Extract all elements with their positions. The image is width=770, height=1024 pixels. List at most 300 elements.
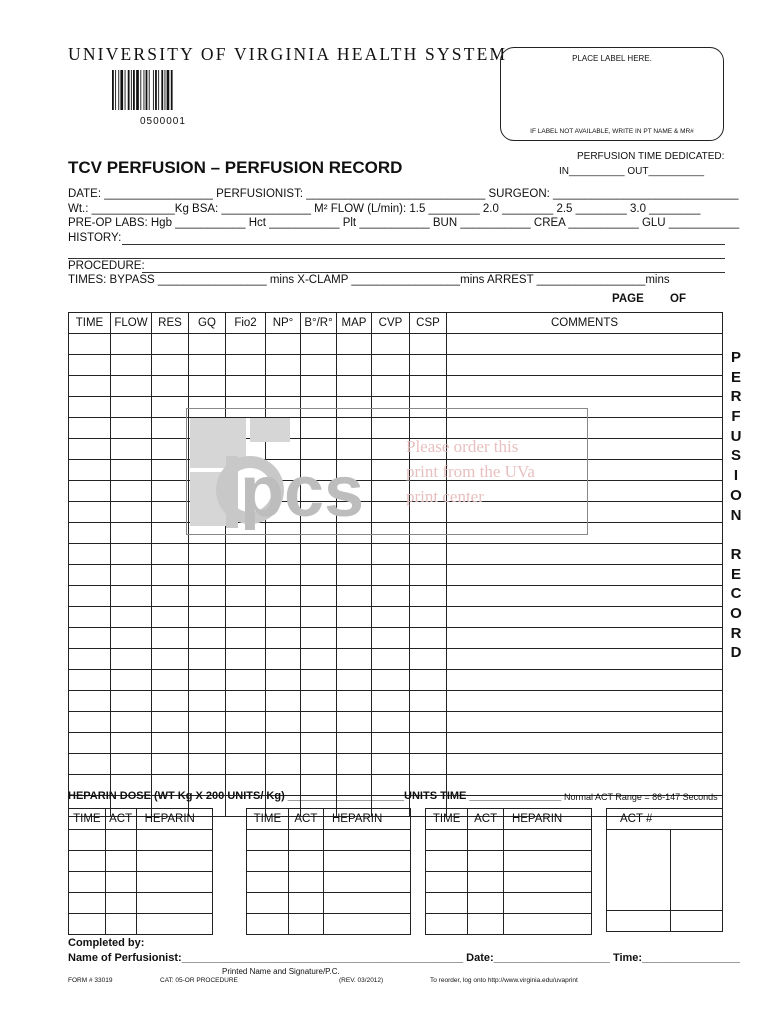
data-cell[interactable]	[372, 670, 410, 691]
vertical-letter: R	[730, 624, 742, 642]
data-cell[interactable]	[226, 670, 266, 691]
data-cell[interactable]	[152, 754, 189, 775]
vertical-letter: E	[730, 565, 741, 583]
heparin-row	[69, 872, 213, 893]
data-cell[interactable]	[410, 355, 447, 376]
heparin-row	[426, 830, 592, 851]
heparin-cell[interactable]	[323, 893, 410, 914]
page-label: PAGE	[612, 293, 644, 305]
data-cell[interactable]	[189, 712, 226, 733]
data-cell[interactable]	[337, 754, 372, 775]
data-cell[interactable]	[69, 628, 111, 649]
data-cell[interactable]	[69, 586, 111, 607]
data-cell[interactable]	[372, 355, 410, 376]
heparin-cell[interactable]	[288, 851, 323, 872]
data-cell[interactable]	[152, 649, 189, 670]
times-line[interactable]: TIMES: BYPASS _________________ mins X-CLAMP _________________mins ARREST _________________mins	[68, 274, 670, 286]
data-cell[interactable]	[111, 628, 152, 649]
heparin-cell[interactable]	[136, 914, 212, 935]
data-cell[interactable]	[266, 754, 301, 775]
data-cell[interactable]	[447, 544, 723, 565]
data-cell[interactable]	[152, 712, 189, 733]
heparin-cell[interactable]	[288, 893, 323, 914]
data-cell[interactable]	[372, 586, 410, 607]
data-cell[interactable]	[447, 355, 723, 376]
heparin-cell[interactable]	[105, 830, 136, 851]
heparin-cell[interactable]	[468, 830, 504, 851]
data-cell[interactable]	[152, 733, 189, 754]
perfusionist-name-date-time-line[interactable]: Name of Perfusionist:______________________________________________ Date:___________________ Time:________________	[68, 952, 740, 964]
heparin-row	[69, 914, 213, 935]
data-cell[interactable]	[152, 397, 189, 418]
heparin-cell[interactable]	[426, 914, 468, 935]
heparin-cell[interactable]	[468, 914, 504, 935]
data-cell[interactable]	[337, 544, 372, 565]
data-cell[interactable]	[337, 670, 372, 691]
data-cell[interactable]	[226, 586, 266, 607]
data-cell[interactable]	[226, 544, 266, 565]
table-row	[69, 607, 723, 628]
data-cell[interactable]	[69, 670, 111, 691]
column-header: B°/R°	[301, 313, 337, 334]
data-cell[interactable]	[69, 733, 111, 754]
data-cell[interactable]	[447, 691, 723, 712]
data-cell[interactable]	[410, 565, 447, 586]
data-cell[interactable]	[447, 334, 723, 355]
vertical-letter: D	[730, 644, 742, 662]
data-cell[interactable]	[111, 439, 152, 460]
data-cell[interactable]	[447, 754, 723, 775]
vertical-letter: S	[730, 447, 741, 465]
data-cell[interactable]	[301, 754, 337, 775]
data-cell[interactable]	[447, 376, 723, 397]
data-cell[interactable]	[111, 649, 152, 670]
data-cell[interactable]	[337, 355, 372, 376]
procedure-line[interactable]	[142, 272, 725, 273]
data-cell[interactable]	[301, 586, 337, 607]
data-cell[interactable]	[189, 607, 226, 628]
heparin-cell[interactable]	[247, 893, 289, 914]
heparin-cell[interactable]	[69, 830, 106, 851]
heparin-cell[interactable]	[105, 851, 136, 872]
heparin-cell[interactable]	[503, 872, 591, 893]
heparin-cell[interactable]	[503, 893, 591, 914]
data-cell[interactable]	[189, 691, 226, 712]
reorder-note: To reorder, log onto http://www.virginia.edu/uvaprint	[430, 977, 578, 984]
data-cell[interactable]	[69, 523, 111, 544]
data-cell[interactable]	[266, 376, 301, 397]
data-cell[interactable]	[301, 649, 337, 670]
data-cell[interactable]	[69, 397, 111, 418]
data-cell[interactable]	[226, 355, 266, 376]
table-row	[69, 670, 723, 691]
heparin-row	[69, 830, 213, 851]
data-cell[interactable]	[111, 544, 152, 565]
data-cell[interactable]	[152, 418, 189, 439]
heparin-cell[interactable]	[503, 851, 591, 872]
heparin-row	[247, 830, 411, 851]
data-cell[interactable]	[69, 502, 111, 523]
data-cell[interactable]	[410, 712, 447, 733]
data-cell[interactable]	[111, 607, 152, 628]
data-cell[interactable]	[337, 628, 372, 649]
vertical-letter	[728, 525, 744, 545]
data-cell[interactable]	[111, 418, 152, 439]
data-cell[interactable]	[337, 334, 372, 355]
data-cell[interactable]	[266, 712, 301, 733]
history-line[interactable]	[122, 244, 725, 245]
heparin-row	[69, 851, 213, 872]
history-line-2[interactable]	[68, 258, 725, 259]
label-box-fallback: IF LABEL NOT AVAILABLE, WRITE IN PT NAME & MR#	[530, 128, 694, 135]
data-cell[interactable]	[337, 712, 372, 733]
data-cell[interactable]	[69, 565, 111, 586]
column-header: MAP	[337, 313, 372, 334]
heparin-column-header: ACT	[468, 809, 504, 830]
data-cell[interactable]	[301, 607, 337, 628]
data-cell[interactable]	[189, 355, 226, 376]
data-cell[interactable]	[189, 586, 226, 607]
data-cell[interactable]	[372, 565, 410, 586]
data-cell[interactable]	[111, 754, 152, 775]
heparin-cell[interactable]	[426, 851, 468, 872]
data-cell[interactable]	[410, 670, 447, 691]
data-cell[interactable]	[69, 607, 111, 628]
heparin-cell[interactable]	[468, 872, 504, 893]
data-cell[interactable]	[266, 544, 301, 565]
heparin-cell[interactable]	[247, 914, 289, 935]
data-cell[interactable]	[189, 649, 226, 670]
data-cell[interactable]	[266, 733, 301, 754]
data-cell[interactable]	[69, 481, 111, 502]
heparin-cell[interactable]	[323, 830, 410, 851]
heparin-row	[69, 893, 213, 914]
data-cell[interactable]	[410, 691, 447, 712]
data-cell[interactable]	[111, 733, 152, 754]
data-cell[interactable]	[226, 607, 266, 628]
data-cell[interactable]	[226, 712, 266, 733]
data-cell[interactable]	[226, 691, 266, 712]
heparin-cell[interactable]	[426, 893, 468, 914]
heparin-row	[426, 851, 592, 872]
data-cell[interactable]	[337, 376, 372, 397]
data-cell[interactable]	[301, 376, 337, 397]
data-cell[interactable]	[337, 733, 372, 754]
heparin-cell[interactable]	[105, 893, 136, 914]
act-cell[interactable]	[671, 911, 723, 932]
data-cell[interactable]	[189, 733, 226, 754]
data-cell[interactable]	[447, 565, 723, 586]
act-cell[interactable]	[607, 911, 671, 932]
data-cell[interactable]	[410, 376, 447, 397]
date-perfusionist-surgeon-line[interactable]: DATE: _________________ PERFUSIONIST: ____________________________ SURGEON: _____________________________	[68, 188, 739, 200]
vertical-letter: F	[731, 408, 741, 426]
data-cell[interactable]	[372, 628, 410, 649]
vertical-letter: R	[730, 545, 742, 563]
column-header: FLOW	[111, 313, 152, 334]
data-cell[interactable]	[152, 670, 189, 691]
barcode	[112, 70, 208, 110]
data-cell[interactable]	[301, 628, 337, 649]
data-cell[interactable]	[266, 670, 301, 691]
heparin-cell[interactable]	[426, 830, 468, 851]
data-cell[interactable]	[226, 733, 266, 754]
heparin-column-header: ACT	[105, 809, 136, 830]
form-category: CAT: 05-OR PROCEDURE	[160, 977, 238, 984]
data-cell[interactable]	[226, 376, 266, 397]
table-row	[69, 691, 723, 712]
vertical-letter: I	[733, 467, 739, 485]
data-cell[interactable]	[69, 460, 111, 481]
heparin-column-header: HEPARIN	[323, 809, 410, 830]
data-cell[interactable]	[111, 691, 152, 712]
table-row	[69, 544, 723, 565]
data-cell[interactable]	[69, 544, 111, 565]
heparin-cell[interactable]	[323, 851, 410, 872]
data-cell[interactable]	[301, 334, 337, 355]
watermark-logo-text: pcs	[240, 452, 365, 530]
data-cell[interactable]	[69, 439, 111, 460]
data-cell[interactable]	[337, 691, 372, 712]
data-cell[interactable]	[111, 481, 152, 502]
heparin-column-header: ACT	[288, 809, 323, 830]
data-cell[interactable]	[410, 733, 447, 754]
data-cell[interactable]	[372, 544, 410, 565]
heparin-row	[426, 914, 592, 935]
data-cell[interactable]	[69, 355, 111, 376]
heparin-cell[interactable]	[69, 914, 106, 935]
data-cell[interactable]	[189, 376, 226, 397]
data-cell[interactable]	[111, 376, 152, 397]
data-cell[interactable]	[69, 376, 111, 397]
data-cell[interactable]	[447, 586, 723, 607]
data-cell[interactable]	[301, 544, 337, 565]
data-cell[interactable]	[410, 628, 447, 649]
data-cell[interactable]	[152, 628, 189, 649]
data-cell[interactable]	[301, 712, 337, 733]
data-cell[interactable]	[410, 607, 447, 628]
data-cell[interactable]	[69, 418, 111, 439]
heparin-cell[interactable]	[426, 872, 468, 893]
data-cell[interactable]	[152, 502, 189, 523]
perfusion-in-out: IN__________ OUT__________	[559, 166, 705, 177]
data-cell[interactable]	[226, 628, 266, 649]
table-row	[69, 334, 723, 355]
data-cell[interactable]	[111, 565, 152, 586]
data-cell[interactable]	[189, 334, 226, 355]
data-cell[interactable]	[447, 649, 723, 670]
data-cell[interactable]	[152, 691, 189, 712]
data-cell[interactable]	[111, 355, 152, 376]
heparin-cell[interactable]	[503, 914, 591, 935]
vertical-letter: U	[730, 427, 742, 445]
heparin-cell[interactable]	[69, 872, 106, 893]
data-cell[interactable]	[372, 607, 410, 628]
column-header: Fio2	[226, 313, 266, 334]
heparin-cell[interactable]	[69, 851, 106, 872]
data-cell[interactable]	[152, 544, 189, 565]
vertical-letter: O	[730, 604, 742, 622]
of-label: OF	[670, 293, 686, 305]
data-cell[interactable]	[447, 607, 723, 628]
data-cell[interactable]	[226, 649, 266, 670]
data-cell[interactable]	[266, 607, 301, 628]
heparin-cell[interactable]	[136, 872, 212, 893]
data-cell[interactable]	[372, 712, 410, 733]
heparin-cell[interactable]	[69, 893, 106, 914]
data-cell[interactable]	[226, 754, 266, 775]
data-cell[interactable]	[111, 334, 152, 355]
table-row	[69, 586, 723, 607]
data-cell[interactable]	[189, 754, 226, 775]
heparin-row	[247, 872, 411, 893]
data-cell[interactable]	[410, 544, 447, 565]
watermark-line-2: print from the UVa	[406, 462, 535, 481]
heparin-cell[interactable]	[247, 851, 289, 872]
heparin-cell[interactable]	[136, 830, 212, 851]
data-cell[interactable]	[111, 712, 152, 733]
data-cell[interactable]	[410, 586, 447, 607]
heparin-cell[interactable]	[323, 914, 410, 935]
history-label: HISTORY:	[68, 232, 122, 244]
data-cell[interactable]	[111, 523, 152, 544]
data-cell[interactable]	[69, 649, 111, 670]
heparin-cell[interactable]	[105, 914, 136, 935]
data-cell[interactable]	[266, 334, 301, 355]
data-cell[interactable]	[111, 460, 152, 481]
data-cell[interactable]	[301, 670, 337, 691]
perfusion-record-vertical-label	[728, 348, 744, 663]
heparin-cell[interactable]	[105, 872, 136, 893]
completed-by-label: Completed by:	[68, 937, 145, 949]
data-cell[interactable]	[410, 334, 447, 355]
act-range-note: Normal ACT Range = 86-147 Seconds	[564, 792, 718, 802]
column-header: CSP	[410, 313, 447, 334]
data-cell[interactable]	[266, 691, 301, 712]
data-cell[interactable]	[447, 733, 723, 754]
heparin-cell[interactable]	[136, 851, 212, 872]
data-cell[interactable]	[189, 670, 226, 691]
vertical-letter: P	[730, 349, 741, 366]
data-cell[interactable]	[337, 565, 372, 586]
data-cell[interactable]	[152, 439, 189, 460]
data-cell[interactable]	[189, 544, 226, 565]
heparin-cell[interactable]	[288, 872, 323, 893]
data-cell[interactable]	[372, 376, 410, 397]
heparin-cell[interactable]	[247, 872, 289, 893]
act-cell[interactable]	[671, 830, 723, 911]
heparin-cell[interactable]	[136, 893, 212, 914]
table-row	[69, 712, 723, 733]
column-header: COMMENTS	[447, 313, 723, 334]
procedure-label: PROCEDURE:	[68, 260, 145, 272]
data-cell[interactable]	[69, 334, 111, 355]
data-cell[interactable]	[226, 565, 266, 586]
data-cell[interactable]	[301, 565, 337, 586]
table-row	[69, 754, 723, 775]
data-cell[interactable]	[410, 649, 447, 670]
data-cell[interactable]	[447, 670, 723, 691]
data-cell[interactable]	[189, 565, 226, 586]
data-cell[interactable]	[69, 754, 111, 775]
data-cell[interactable]	[337, 607, 372, 628]
institution-title: UNIVERSITY OF VIRGINIA HEALTH SYSTEM	[68, 44, 508, 64]
data-cell[interactable]	[372, 649, 410, 670]
data-cell[interactable]	[410, 754, 447, 775]
data-cell[interactable]	[152, 460, 189, 481]
heparin-column-header: TIME	[69, 809, 106, 830]
act-cell[interactable]	[607, 830, 671, 911]
data-cell[interactable]	[447, 628, 723, 649]
data-cell[interactable]	[189, 628, 226, 649]
data-cell[interactable]	[266, 586, 301, 607]
form-title: TCV PERFUSION – PERFUSION RECORD	[68, 158, 403, 177]
data-cell[interactable]	[337, 586, 372, 607]
data-cell[interactable]	[152, 607, 189, 628]
heparin-dose-line[interactable]: HEPARIN DOSE (WT Kg X 200 UNITS/ Kg) ___________________UNITS TIME _______________	[68, 790, 562, 802]
data-cell[interactable]	[69, 712, 111, 733]
data-cell[interactable]	[266, 355, 301, 376]
heparin-row	[247, 914, 411, 935]
perfusion-time-label: PERFUSION TIME DEDICATED:	[577, 151, 725, 162]
data-cell[interactable]	[372, 754, 410, 775]
vertical-letter: N	[730, 506, 742, 524]
act-number-header: ACT #	[607, 809, 723, 830]
data-cell[interactable]	[301, 355, 337, 376]
data-cell[interactable]	[152, 355, 189, 376]
table-row	[69, 733, 723, 754]
weight-bsa-flow-line[interactable]: Wt.: _____________Kg BSA: ______________ M² FLOW (L/min): 1.5 ________ 2.0 ________ 2.5 ________ 3.0 ________	[68, 203, 701, 215]
watermark-line-1: Please order this	[406, 437, 519, 456]
data-cell[interactable]	[152, 376, 189, 397]
heparin-cell[interactable]	[468, 893, 504, 914]
data-cell[interactable]	[301, 691, 337, 712]
heparin-table-3	[425, 808, 592, 935]
data-cell[interactable]	[152, 481, 189, 502]
data-cell[interactable]	[301, 733, 337, 754]
data-cell[interactable]	[266, 649, 301, 670]
data-cell[interactable]	[152, 523, 189, 544]
heparin-cell[interactable]	[247, 830, 289, 851]
heparin-cell[interactable]	[503, 830, 591, 851]
data-cell[interactable]	[111, 502, 152, 523]
data-cell[interactable]	[337, 649, 372, 670]
preop-labs-line[interactable]: PRE-OP LABS: Hgb ___________ Hct ___________ Plt ___________ BUN ___________ CREA ___________ GLU ___________	[68, 217, 740, 229]
column-header: GQ	[189, 313, 226, 334]
data-cell[interactable]	[152, 565, 189, 586]
data-cell[interactable]	[266, 628, 301, 649]
heparin-cell[interactable]	[323, 872, 410, 893]
heparin-cell[interactable]	[288, 830, 323, 851]
data-cell[interactable]	[266, 565, 301, 586]
heparin-cell[interactable]	[288, 914, 323, 935]
data-cell[interactable]	[111, 586, 152, 607]
table-row	[69, 628, 723, 649]
data-cell[interactable]	[152, 586, 189, 607]
data-cell[interactable]	[447, 712, 723, 733]
data-cell[interactable]	[69, 691, 111, 712]
data-cell[interactable]	[372, 691, 410, 712]
data-cell[interactable]	[372, 334, 410, 355]
heparin-cell[interactable]	[468, 851, 504, 872]
data-cell[interactable]	[111, 397, 152, 418]
data-cell[interactable]	[111, 670, 152, 691]
data-cell[interactable]	[372, 733, 410, 754]
data-cell[interactable]	[226, 334, 266, 355]
heparin-column-header: HEPARIN	[136, 809, 212, 830]
heparin-row	[247, 851, 411, 872]
data-cell[interactable]	[152, 334, 189, 355]
